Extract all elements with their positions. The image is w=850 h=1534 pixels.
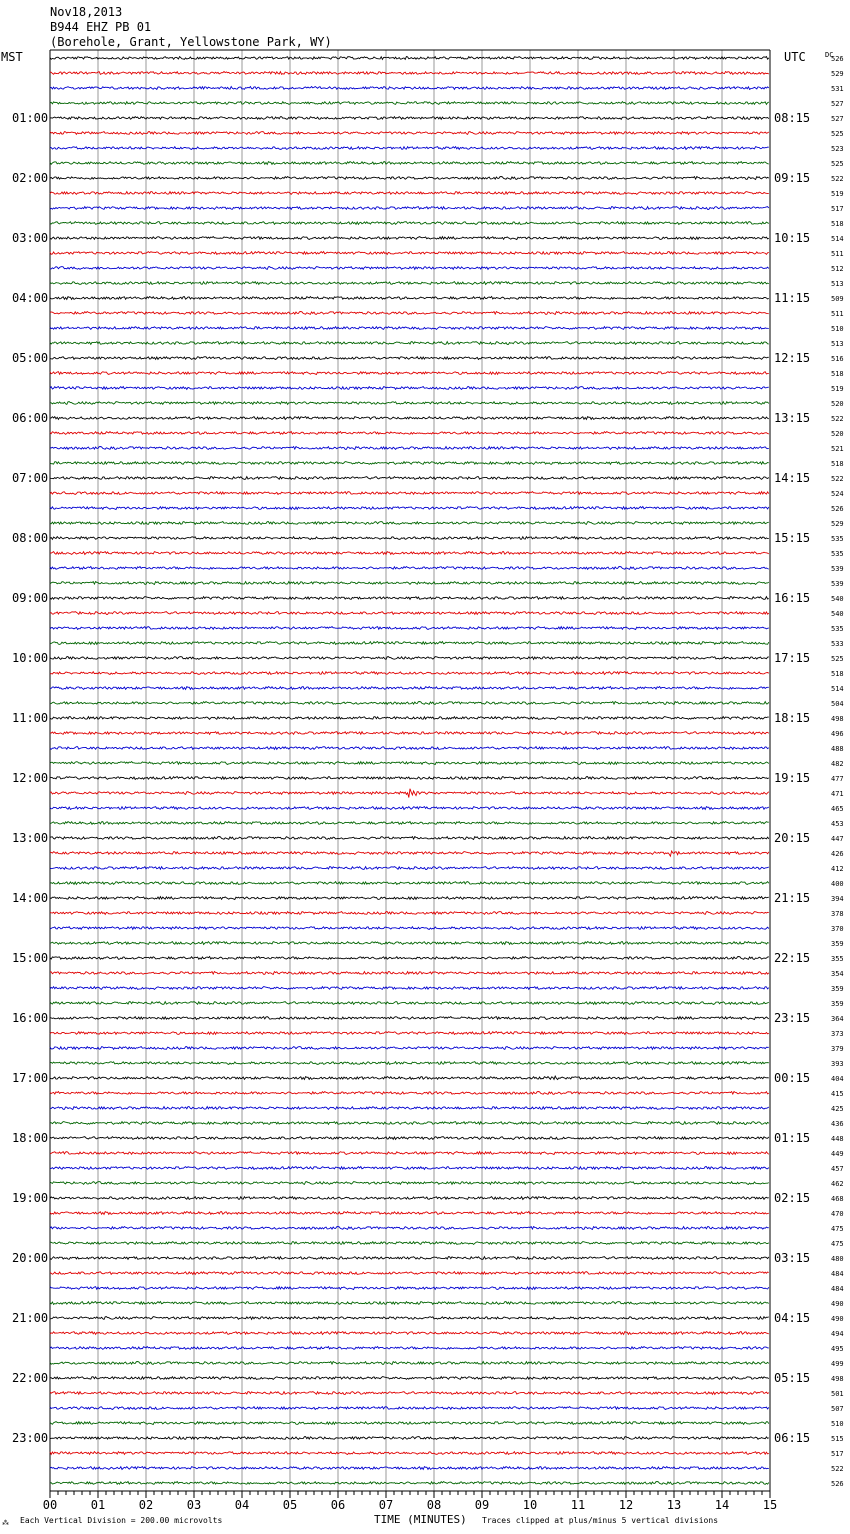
trace-line-95 [50,1482,769,1485]
trace-line-73 [50,1152,769,1155]
station-location: (Borehole, Grant, Yellowstone Park, WY) [50,35,332,49]
utc-hour-label: 16:15 [774,591,811,605]
x-tick-label: 07 [378,1498,394,1512]
dc-offset-labels [831,55,844,1488]
utc-hour-label: 09:15 [774,171,811,185]
trace-line-13 [50,252,769,255]
dc-offset-value: 525 [831,655,844,663]
trace-line-70 [50,1107,769,1110]
trace-line-8 [50,177,769,180]
dc-offset-value: 510 [831,325,844,333]
trace-line-49 [50,789,769,798]
dc-offset-value: 540 [831,610,844,618]
dc-offset-value: 426 [831,850,844,858]
dc-offset-value: 470 [831,1210,844,1218]
utc-hour-label: 17:15 [774,651,811,665]
trace-line-77 [50,1212,769,1215]
mst-hour-label: 18:00 [12,1131,49,1145]
trace-line-11 [50,222,769,225]
trace-line-64 [50,1017,769,1020]
dc-offset-value: 507 [831,1405,844,1413]
trace-line-39 [50,642,769,645]
dc-offset-value: 475 [831,1240,844,1248]
trace-line-90 [50,1407,769,1410]
trace-line-50 [50,807,769,810]
footer-mark: ⁂ [2,1519,9,1527]
dc-offset-value: 531 [831,85,844,93]
trace-line-72 [50,1137,769,1140]
dc-offset-value: 529 [831,520,844,528]
utc-axis-title: UTC [784,50,806,64]
trace-line-58 [50,927,769,930]
trace-line-24 [50,417,769,420]
utc-hour-labels [774,111,810,1445]
trace-line-79 [50,1242,769,1245]
trace-line-12 [50,237,769,240]
trace-line-60 [50,957,769,960]
utc-hour-label: 02:15 [774,1191,811,1205]
trace-line-22 [50,387,769,390]
dc-offset-value: 457 [831,1165,844,1173]
trace-line-91 [50,1422,769,1425]
dc-offset-value: 513 [831,280,844,288]
trace-line-32 [50,537,769,540]
x-tick-label: 12 [618,1498,634,1512]
dc-offset-value: 498 [831,715,844,723]
utc-hour-label: 06:15 [774,1431,811,1445]
x-tick-label: 03 [186,1498,202,1512]
dc-offset-value: 373 [831,1030,844,1038]
utc-hour-label: 15:15 [774,531,811,545]
trace-line-7 [50,162,769,165]
trace-line-20 [50,357,769,360]
dc-offset-value: 518 [831,220,844,228]
trace-line-45 [50,732,769,735]
mst-hour-label: 14:00 [12,891,49,905]
mst-hour-label: 22:00 [12,1371,49,1385]
dc-offset-value: 525 [831,130,844,138]
x-tick-label: 11 [570,1498,586,1512]
trace-line-31 [50,522,769,525]
clip-note: Traces clipped at plus/minus 5 vertical divisions [482,1516,719,1525]
utc-hour-label: 01:15 [774,1131,811,1145]
dc-offset-value: 515 [831,1435,844,1443]
trace-line-17 [50,312,769,315]
trace-line-46 [50,747,769,750]
mst-hour-label: 13:00 [12,831,49,845]
seismic-traces [50,57,769,1485]
dc-offset-value: 490 [831,1315,844,1323]
x-tick-label: 09 [474,1498,490,1512]
x-axis-title: TIME (MINUTES) [374,1513,467,1526]
dc-offset-value: 484 [831,1285,844,1293]
mst-hour-label: 10:00 [12,651,49,665]
utc-hour-label: 21:15 [774,891,811,905]
dc-offset-value: 394 [831,895,844,903]
dc-offset-value: 519 [831,190,844,198]
trace-line-44 [50,717,769,720]
trace-line-33 [50,552,769,555]
trace-line-25 [50,432,769,435]
trace-line-48 [50,777,769,780]
trace-line-61 [50,972,769,975]
x-tick-label: 05 [282,1498,298,1512]
mst-hour-label: 20:00 [12,1251,49,1265]
dc-offset-value: 535 [831,625,844,633]
dc-offset-value: 425 [831,1105,844,1113]
trace-line-66 [50,1047,769,1050]
mst-hour-label: 11:00 [12,711,49,725]
x-tick-label: 01 [90,1498,106,1512]
mst-hour-label: 16:00 [12,1011,49,1025]
dc-offset-value: 359 [831,985,844,993]
mst-hour-label: 09:00 [12,591,49,605]
dc-offset-value: 526 [831,505,844,513]
trace-line-9 [50,192,769,195]
dc-offset-value: 529 [831,70,844,78]
dc-offset-value: 359 [831,1000,844,1008]
dc-offset-value: 482 [831,760,844,768]
dc-offset-value: 448 [831,1135,844,1143]
dc-offset-value: 527 [831,100,844,108]
dc-offset-value: 526 [831,1480,844,1488]
dc-offset-value: 511 [831,250,844,258]
mst-hour-label: 01:00 [12,111,49,125]
dc-offset-value: 355 [831,955,844,963]
dc-offset-value: 523 [831,145,844,153]
trace-line-56 [50,897,769,900]
dc-offset-value: 510 [831,1420,844,1428]
dc-offset-value: 447 [831,835,844,843]
trace-line-88 [50,1377,769,1380]
mst-hour-label: 21:00 [12,1311,49,1325]
trace-line-47 [50,762,769,765]
trace-line-59 [50,942,769,945]
mst-hour-label: 08:00 [12,531,49,545]
utc-hour-label: 22:15 [774,951,811,965]
dc-offset-value: 525 [831,160,844,168]
trace-line-42 [50,687,769,690]
trace-line-83 [50,1302,769,1305]
dc-offset-value: 490 [831,1300,844,1308]
trace-line-87 [50,1362,769,1365]
mst-hour-label: 19:00 [12,1191,49,1205]
trace-line-10 [50,207,769,210]
dc-offset-value: 522 [831,475,844,483]
dc-offset-value: 404 [831,1075,844,1083]
utc-hour-label: 00:15 [774,1071,811,1085]
dc-offset-value: 520 [831,400,844,408]
dc-offset-value: 504 [831,700,844,708]
dc-offset-value: 522 [831,1465,844,1473]
trace-line-41 [50,672,769,675]
dc-offset-value: 465 [831,805,844,813]
utc-hour-label: 11:15 [774,291,811,305]
trace-line-23 [50,402,769,405]
dc-offset-value: 462 [831,1180,844,1188]
trace-line-4 [50,117,769,120]
dc-offset-value: 509 [831,295,844,303]
trace-line-15 [50,282,769,285]
mst-axis-title: MST [1,50,23,64]
dc-offset-value: 400 [831,880,844,888]
dc-offset-value: 477 [831,775,844,783]
dc-offset-value: 522 [831,415,844,423]
dc-offset-value: 511 [831,310,844,318]
dc-offset-value: 499 [831,1360,844,1368]
utc-hour-label: 03:15 [774,1251,811,1265]
trace-line-40 [50,657,769,660]
time-grid [50,50,770,1491]
trace-line-38 [50,627,769,630]
dc-offset-value: 364 [831,1015,844,1023]
dc-offset-value: 449 [831,1150,844,1158]
dc-offset-value: 415 [831,1090,844,1098]
dc-offset-value: 484 [831,1270,844,1278]
dc-offset-value: 539 [831,565,844,573]
dc-offset-value: 527 [831,115,844,123]
x-tick-label: 06 [330,1498,346,1512]
trace-line-29 [50,492,769,495]
trace-line-75 [50,1182,769,1185]
utc-hour-label: 19:15 [774,771,811,785]
dc-offset-value: 517 [831,205,844,213]
dc-offset-value: 535 [831,550,844,558]
dc-offset-value: 496 [831,730,844,738]
trace-line-30 [50,507,769,510]
dc-offset-value: 512 [831,265,844,273]
dc-offset-value: 379 [831,1045,844,1053]
trace-line-14 [50,267,769,270]
trace-line-78 [50,1227,769,1230]
dc-offset-value: 359 [831,940,844,948]
trace-line-80 [50,1257,769,1260]
trace-line-52 [50,837,769,840]
trace-line-36 [50,597,769,600]
dc-offset-value: 453 [831,820,844,828]
dc-offset-value: 354 [831,970,844,978]
dc-offset-value: 517 [831,1450,844,1458]
mst-hour-labels [12,111,48,1445]
x-tick-label: 14 [714,1498,730,1512]
trace-line-84 [50,1317,769,1320]
dc-offset-value: 370 [831,925,844,933]
utc-hour-label: 23:15 [774,1011,811,1025]
utc-hour-label: 18:15 [774,711,811,725]
trace-line-5 [50,132,769,135]
trace-line-28 [50,477,769,480]
trace-line-3 [50,102,769,105]
trace-line-74 [50,1167,769,1170]
trace-line-82 [50,1287,769,1290]
time-axis [43,1491,777,1512]
utc-hour-label: 04:15 [774,1311,811,1325]
dc-offset-value: 495 [831,1345,844,1353]
dc-offset-value: 514 [831,685,844,693]
utc-hour-label: 20:15 [774,831,811,845]
dc-offset-value: 468 [831,1195,844,1203]
dc-offset-value: 516 [831,355,844,363]
trace-line-81 [50,1272,769,1275]
utc-hour-label: 14:15 [774,471,811,485]
mst-hour-label: 15:00 [12,951,49,965]
dc-offset-value: 471 [831,790,844,798]
trace-line-26 [50,447,769,450]
trace-line-71 [50,1122,769,1125]
trace-line-0 [50,57,769,60]
trace-line-54 [50,867,769,870]
dc-offset-value: 513 [831,340,844,348]
trace-line-43 [50,702,769,705]
trace-line-16 [50,297,769,300]
chart-date: Nov18,2013 [50,5,123,19]
trace-line-67 [50,1062,769,1065]
mst-hour-label: 12:00 [12,771,49,785]
mst-hour-label: 05:00 [12,351,49,365]
mst-hour-label: 02:00 [12,171,49,185]
trace-line-92 [50,1437,769,1440]
dc-offset-title: DC [825,51,834,59]
trace-line-37 [50,612,769,615]
trace-line-51 [50,822,769,825]
dc-offset-value: 518 [831,460,844,468]
dc-offset-value: 494 [831,1330,844,1338]
mst-hour-label: 17:00 [12,1071,49,1085]
trace-line-65 [50,1032,769,1035]
dc-offset-value: 378 [831,910,844,918]
trace-line-21 [50,372,769,375]
trace-line-34 [50,567,769,570]
dc-offset-value: 522 [831,175,844,183]
trace-line-35 [50,582,769,585]
trace-line-19 [50,342,769,345]
dc-offset-value: 412 [831,865,844,873]
trace-line-63 [50,1002,769,1005]
dc-offset-value: 540 [831,595,844,603]
trace-line-2 [50,87,769,90]
trace-line-68 [50,1076,769,1079]
x-tick-label: 04 [234,1498,250,1512]
trace-line-94 [50,1467,769,1470]
dc-offset-value: 535 [831,535,844,543]
mst-hour-label: 23:00 [12,1431,49,1445]
dc-offset-value: 393 [831,1060,844,1068]
dc-offset-value: 521 [831,445,844,453]
x-tick-label: 02 [138,1498,154,1512]
station-code: B944 EHZ PB 01 [50,20,152,34]
dc-offset-value: 520 [831,430,844,438]
dc-offset-value: 498 [831,1375,844,1383]
utc-hour-label: 13:15 [774,411,811,425]
trace-line-53 [50,851,769,856]
dc-offset-value: 524 [831,490,844,498]
dc-offset-value: 519 [831,385,844,393]
dc-offset-value: 501 [831,1390,844,1398]
trace-line-55 [50,882,769,885]
x-tick-label: 00 [42,1498,58,1512]
trace-line-76 [50,1197,769,1200]
dc-offset-value: 533 [831,640,844,648]
mst-hour-label: 04:00 [12,291,49,305]
mst-hour-label: 07:00 [12,471,49,485]
dc-offset-value: 475 [831,1225,844,1233]
mst-hour-label: 03:00 [12,231,49,245]
x-tick-label: 10 [522,1498,538,1512]
trace-line-85 [50,1332,769,1335]
trace-line-18 [50,327,769,330]
dc-offset-value: 518 [831,670,844,678]
dc-offset-value: 488 [831,745,844,753]
dc-offset-value: 480 [831,1255,844,1263]
dc-offset-value: 518 [831,370,844,378]
trace-line-27 [50,462,769,465]
mst-hour-label: 06:00 [12,411,49,425]
utc-hour-label: 12:15 [774,351,811,365]
x-tick-label: 13 [666,1498,682,1512]
trace-line-1 [50,72,769,75]
utc-hour-label: 10:15 [774,231,811,245]
dc-offset-value: 526 [831,55,844,63]
dc-offset-value: 436 [831,1120,844,1128]
x-tick-label: 15 [762,1498,778,1512]
dc-offset-value: 514 [831,235,844,243]
vertical-scale-note: Each Vertical Division = 200.00 microvolts [20,1516,223,1525]
dc-offset-value: 539 [831,580,844,588]
trace-line-69 [50,1092,769,1095]
utc-hour-label: 08:15 [774,111,811,125]
utc-hour-label: 05:15 [774,1371,811,1385]
trace-line-62 [50,987,769,990]
trace-line-6 [50,147,769,150]
trace-line-86 [50,1347,769,1350]
trace-line-57 [50,912,769,915]
x-tick-label: 08 [426,1498,442,1512]
trace-line-93 [50,1452,769,1455]
trace-line-89 [50,1392,769,1395]
